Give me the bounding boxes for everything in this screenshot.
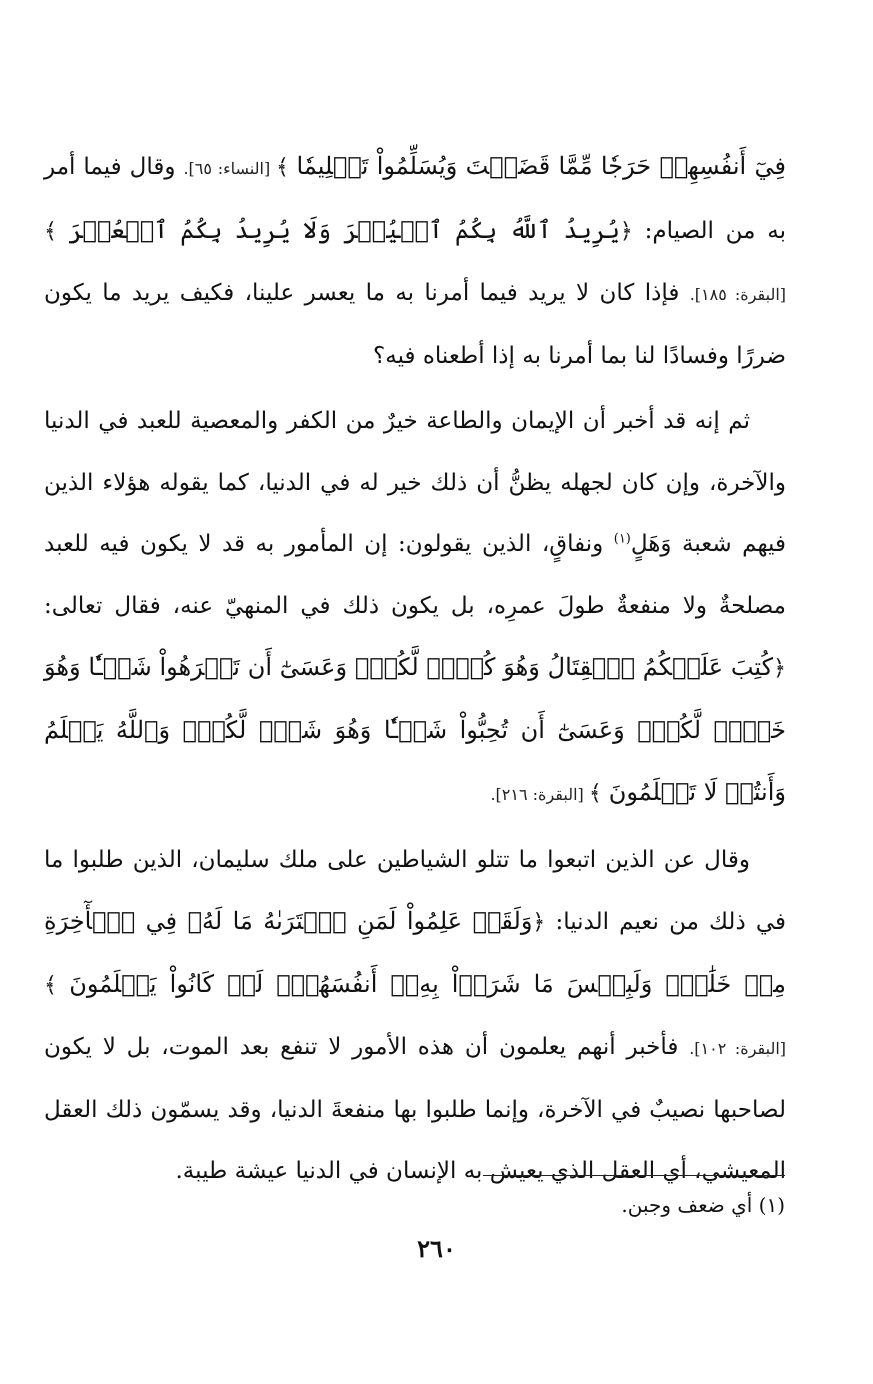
page-number: ٢٦٠ bbox=[417, 1234, 456, 1263]
page-body bbox=[44, 136, 786, 1203]
paragraph bbox=[44, 391, 786, 826]
quran-bracket: ﴿ bbox=[773, 656, 786, 681]
paragraph bbox=[44, 136, 786, 387]
paragraph bbox=[44, 830, 786, 1203]
footnote: (١) أي ضعف وجبن. bbox=[621, 1193, 785, 1217]
quran-verse: وَلَقَدۡ عَلِمُواْ لَمَنِ ٱشۡتَرَىٰهُ مَا لَهُۥ فِي ٱلۡأٓخِرَةِ مِنۡ خَلَٰقٖۚ وَلَبِئۡسَ مَا شَرَوۡاْ بِهِۦٓ أَنفُسَهُمۡۚ لَوۡ كَانُواْ يَعۡلَمُونَ bbox=[44, 907, 786, 998]
verse-reference: [البقرة: ٢١٦]. bbox=[490, 785, 589, 804]
body-text: ونفاقٍ، الذين يقولون: إن المأمور به قد لا يكون فيه للعبد مصلحةٌ ولا منفعةٌ طولَ عمرِه، بل يكون ذلك في المنهيّ عنه، فقال تعالى: bbox=[44, 531, 786, 619]
verse-reference: [النساء: ٦٥]. bbox=[183, 159, 276, 178]
footnote-marker: (١) bbox=[613, 531, 631, 547]
body-text: وقال عن الذين اتبعوا ما تتلو الشياطين على ملك سليمان، الذين طلبوا ما في ذلك من نعيم الدنيا: bbox=[44, 846, 786, 935]
quran-bracket: ﴾ bbox=[275, 155, 297, 180]
quran-verse: كُتِبَ عَلَيۡكُمُ ٱلۡقِتَالُ وَهُوَ كُرۡهٞ لَّكُمۡۖ وَعَسَىٰٓ أَن تَكۡرَهُواْ شَيۡـٔٗا وَهُوَ خَيۡرٞ لَّكُمۡۖ وَعَسَىٰٓ أَن تُحِبُّواْ شَيۡـٔٗا وَهُوَ شَرّٞ لَّكُمۡۚ وَٱللَّهُ يَعۡلَمُ وَأَنتُمۡ لَا تَعۡلَمُونَ bbox=[44, 653, 786, 806]
quran-verse: يُرِيدُ ٱللَّهُ بِكُمُ ٱلۡيُسۡرَ وَلَا يُرِيدُ بِكُمُ ٱلۡعُسۡرَ bbox=[68, 215, 620, 244]
quran-bracket: ﴾ bbox=[588, 781, 609, 806]
body-text: ثم إنه قد أخبر أن الإيمان والطاعة خيرٌ من الكفر والمعصية للعبد في الدنيا والآخرة، وإن كان لجهله يظنُّ أن ذلك خير له في الدنيا، كما يقوله هؤلاء الذين فيهم شعبة وَهَلٍ bbox=[44, 408, 786, 557]
quran-bracket: ﴾ bbox=[44, 218, 69, 244]
quran-bracket: ﴿ bbox=[619, 218, 633, 244]
quran-bracket: ﴾ bbox=[44, 972, 70, 998]
body-text: فإذا كان لا يريد فيما أمرنا به ما يعسر علينا، فكيف يريد ما يكون ضررًا وفسادًا لنا بما أمرنا به إذا أطعناه فيه؟ bbox=[44, 280, 786, 369]
verse-reference: [البقرة: ١٠٢]. bbox=[689, 1039, 786, 1058]
body-text: وقال فيما أمر به من الصيام: bbox=[44, 154, 787, 244]
quran-bracket: ﴿ bbox=[532, 910, 546, 935]
verse-reference: [البقرة: ١٨٥]. bbox=[689, 285, 787, 304]
footnote-separator bbox=[483, 1175, 785, 1176]
quran-verse: فِيٓ أَنفُسِهِمۡ حَرَجٗا مِّمَّا قَضَيۡتَ وَيُسَلِّمُواْ تَسۡلِيمٗا bbox=[296, 152, 787, 180]
body-text: فأخبر أنهم يعلمون أن هذه الأمور لا تنفع بعد الموت، بل لا يكون لصاحبها نصيبٌ في الآخرة، وإنما طلبوا بها منفعةَ الدنيا، وقد يسمّون ذلك العقل المعيشي، أي العقل الذي يعيش به الإنسان في الدنيا عيشة طيبة. bbox=[44, 1034, 786, 1184]
